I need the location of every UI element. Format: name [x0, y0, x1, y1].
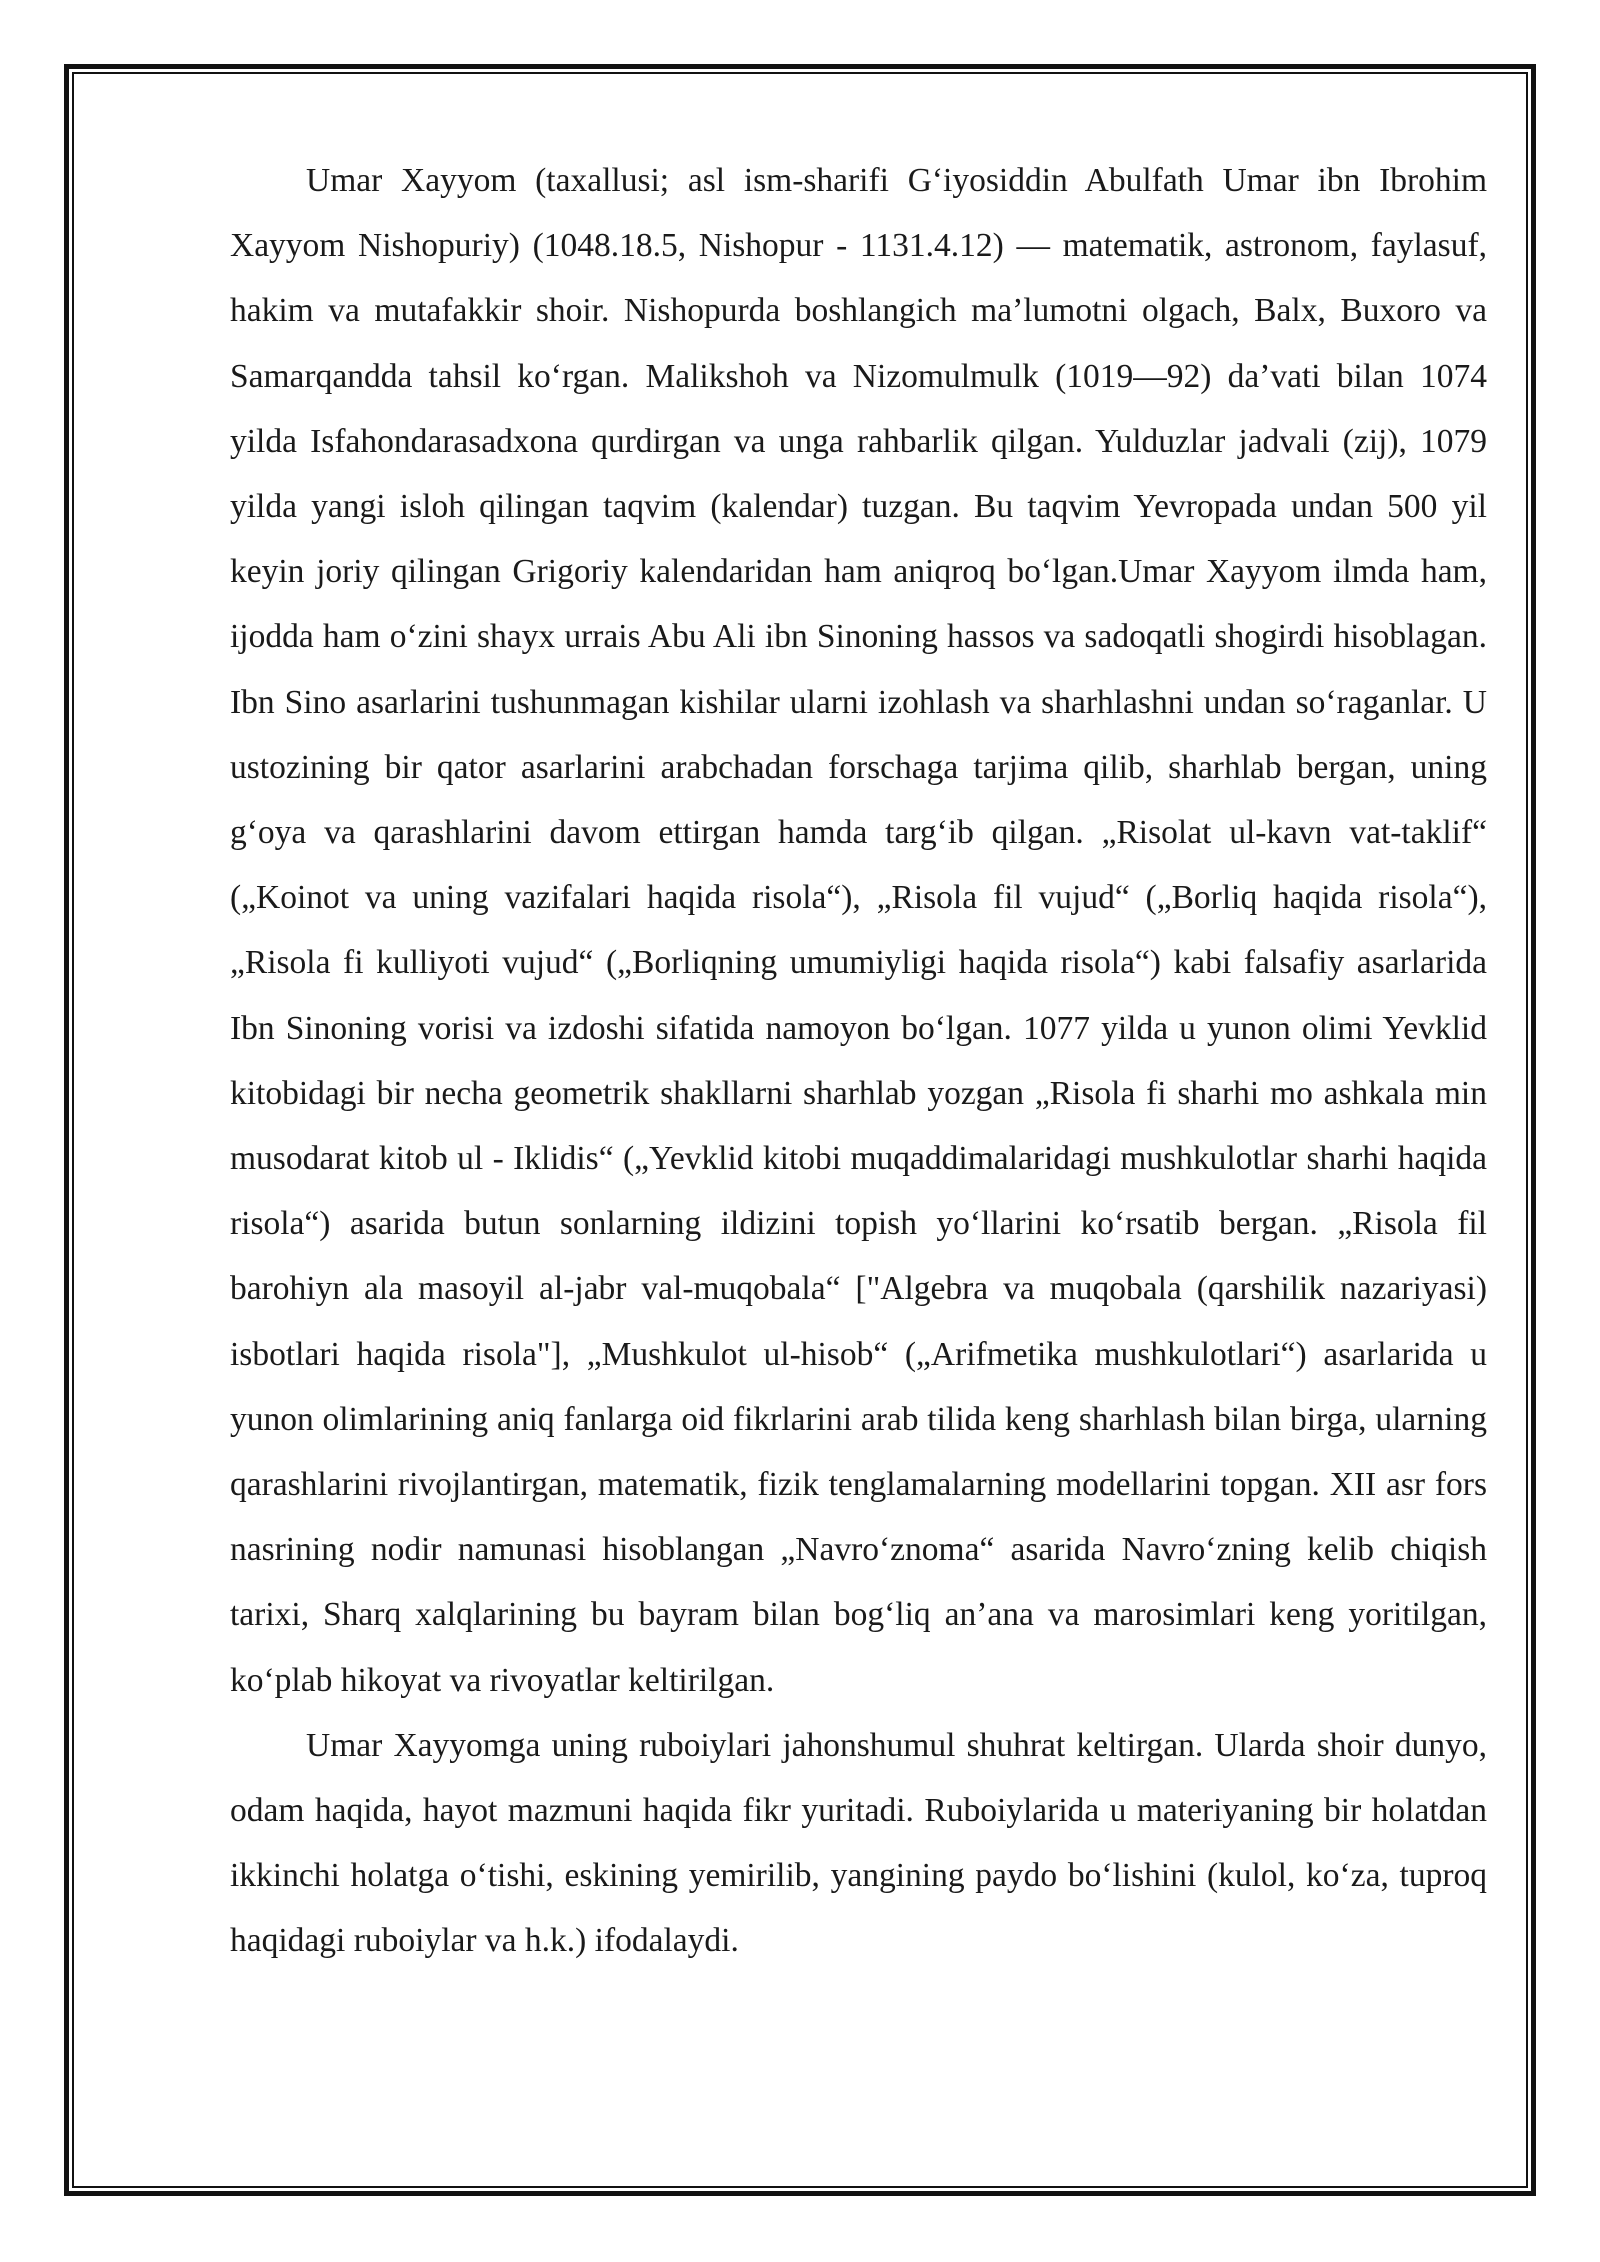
paragraph-2: Umar Xayyomga uning ruboiylari jahonshumul shuhrat keltirgan. Ularda shoir dunyo, odam haqida, hayot mazmuni haqida fikr yuritadi. Ruboiylarida u materiyaning bir holatdan ikkinchi holatga o‘tishi, eskining yemirilib, yangining paydo bo‘lishini (kulol, ko‘za, tuproq haqidagi ruboiylar va h.k.) ifodalaydi.: [230, 1726, 1487, 1960]
paragraph-1: Umar Xayyom (taxallusi; asl ism-sharifi G‘iyosiddin Abulfath Umar ibn Ibrohim Xayyom Nishopuriy) (1048.18.5, Nishopur - 1131.4.12) — matematik, astronom, faylasuf, hakim va mutafakkir shoir. Nishopurda boshlangich ma’lumotni olgach, Balx, Buxoro va Samarqandda tahsil ko‘rgan. Malikshoh va Nizomulmulk (1019—92) da’vati bilan 1074 yilda Isfahondarasadxona qurdirgan va unga rahbarlik qilgan. Yulduzlar jadvali (zij), 1079 yilda yangi isloh qilingan taqvim (kalendar) tuzgan. Bu taqvim Yevropada undan 500 yil keyin joriy qilingan Grigoriy kalendaridan ham aniqroq bo‘lgan.Umar Xayyom ilmda ham, ijodda ham o‘zini shayx urrais Abu Ali ibn Sinoning hassos va sadoqatli shogirdi hisoblagan. Ibn Sino asarlarini tushunmagan kishilar ularni izohlash va sharhlashni undan so‘raganlar. U ustozining bir qator asarlarini arabchadan forschaga tarjima qilib, sharhlab bergan, uning g‘oya va qarashlarini davom ettirgan hamda targ‘ib qilgan. „Risolat ul-kavn vat-taklif“ („Koinot va uning vazifalari haqida risola“), „Risola fil vujud“ („Borliq haqida risola“), „Risola fi kulliyoti vujud“ („Borliqning umumiyligi haqida risola“) kabi falsafiy asarlarida Ibn Sinoning vorisi va izdoshi sifatida namoyon bo‘lgan. 1077 yilda u yunon olimi Yevklid kitobidagi bir necha geometrik shakllarni sharhlab yozgan „Risola fi sharhi mo ashkala min musodarat kitob ul - Iklidis“ („Yevklid kitobi muqaddimalaridagi mushkulotlar sharhi haqida risola“) asarida butun sonlarning ildizini topish yo‘llarini ko‘rsatib bergan. „Risola fil barohiyn ala masoyil al-jabr val-muqobala“ ["Algebra va muqobala (qarshilik nazariyasi) isbotlari haqida risola"], „Mushkulot ul-hisob“ („Arifmetika mushkulotlari“) asarlarida u yunon olimlarining aniq fanlarga oid fikrlarini arab tilida keng sharhlash bilan birga, ularning qarashlarini rivojlantirgan, matematik, fizik tenglamalarning modellarini topgan. XII asr fors nasrining nodir namunasi hisoblangan „Navro‘znoma“ asarida Navro‘zning kelib chiqish tarixi, Sharq xalqlarining bu bayram bilan bog‘liq an’ana va marosimlari keng yoritilgan, ko‘plab hikoyat va rivoyatlar keltirilgan.: [230, 162, 1487, 1699]
document-body: [230, 148, 1487, 1974]
